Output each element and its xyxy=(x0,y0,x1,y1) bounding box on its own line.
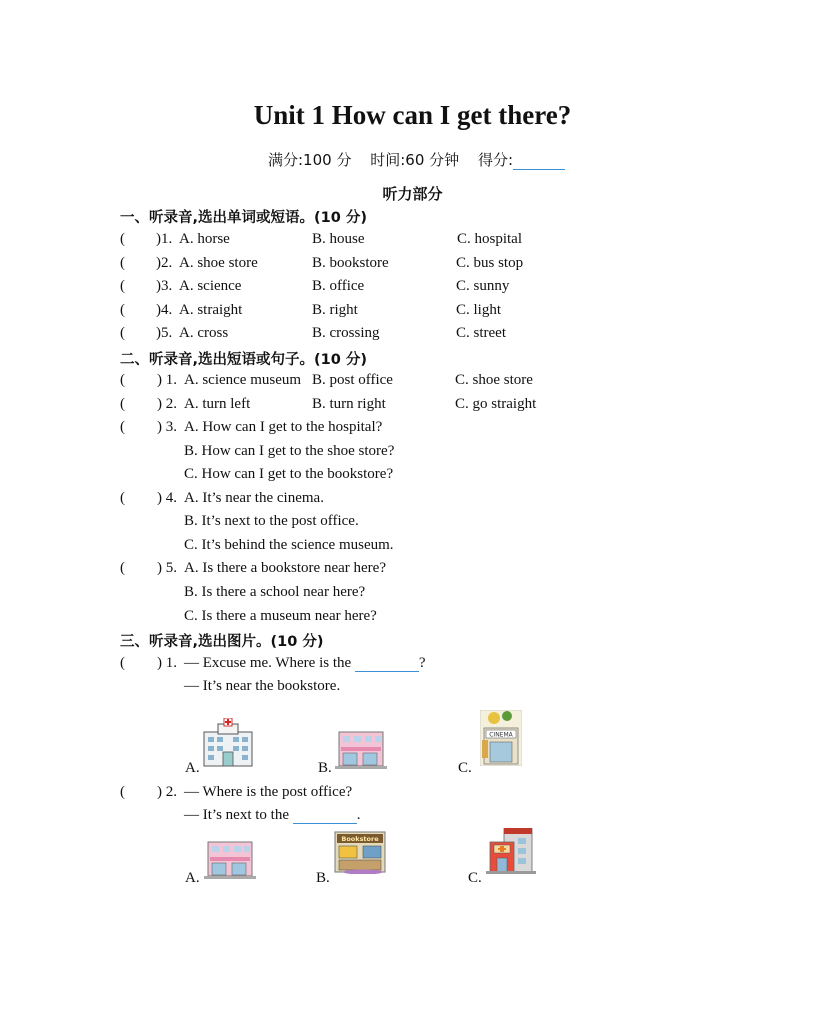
item-number: ) 2. xyxy=(157,396,177,412)
answer-paren[interactable]: ( xyxy=(120,784,125,800)
option-c: C. Is there a museum near here? xyxy=(184,608,377,624)
option-c: C. bus stop xyxy=(456,255,524,271)
option-a: A. Is there a bookstore near here? xyxy=(184,560,386,576)
option-a: A. turn left xyxy=(184,396,251,412)
option-b-label: B. xyxy=(316,870,330,886)
answer-blank[interactable] xyxy=(355,657,419,672)
option-a: A. shoe store xyxy=(179,255,258,271)
bookstore-icon xyxy=(333,830,387,874)
option-b: B. crossing xyxy=(312,325,380,341)
part-title: 听力部分 xyxy=(382,185,443,203)
item-number: )4. xyxy=(156,302,173,318)
item-number: )3. xyxy=(156,278,173,294)
option-c: C. sunny xyxy=(456,278,510,294)
option-a: A. science xyxy=(179,278,242,294)
option-b: B. bookstore xyxy=(312,255,389,271)
post-office-icon xyxy=(486,828,536,874)
cinema-icon xyxy=(480,710,522,766)
option-c: C. How can I get to the bookstore? xyxy=(184,466,394,482)
dialog-punct: . xyxy=(356,807,361,823)
option-a-label: A. xyxy=(185,870,200,886)
answer-paren[interactable]: ( xyxy=(120,396,125,412)
dialog-line xyxy=(184,655,426,672)
dialog-line: — Where is the post office? xyxy=(184,784,353,800)
item-number: ) 4. xyxy=(157,490,177,506)
answer-blank[interactable] xyxy=(293,809,357,824)
answer-paren[interactable]: ( xyxy=(120,255,125,271)
item-number: ) 3. xyxy=(157,419,177,435)
option-b: B. Is there a school near here? xyxy=(184,584,366,600)
item-number: ) 1. xyxy=(157,655,177,671)
shoe-store-icon xyxy=(204,838,256,880)
section3-heading: 三、听录音,选出图片。(10 分) xyxy=(120,634,324,650)
time-limit: 时间:60 分钟 xyxy=(370,151,460,169)
answer-paren[interactable]: ( xyxy=(120,278,125,294)
bookstore-sign: Bookstore xyxy=(341,835,379,843)
answer-paren[interactable]: ( xyxy=(120,231,125,247)
item-number: )2. xyxy=(156,255,173,271)
option-b: B. house xyxy=(312,231,365,247)
dialog-line xyxy=(184,807,361,824)
option-a: A. straight xyxy=(179,302,243,318)
dialog-text: — It’s next to the xyxy=(184,807,289,823)
option-a: A. It’s near the cinema. xyxy=(184,490,324,506)
dialog-punct: ? xyxy=(418,655,426,671)
answer-paren[interactable]: ( xyxy=(120,490,125,506)
answer-paren[interactable]: ( xyxy=(120,655,125,671)
item-number: ) 2. xyxy=(157,784,177,800)
option-c: C. shoe store xyxy=(455,372,533,388)
option-b-label: B. xyxy=(318,760,332,776)
option-b: B. turn right xyxy=(312,396,386,412)
shoe-store-icon xyxy=(335,728,387,770)
item-number: ) 5. xyxy=(157,560,177,576)
hospital-icon xyxy=(203,718,253,768)
dialog-text: — Excuse me. Where is the xyxy=(184,655,352,671)
item-number: )5. xyxy=(156,325,173,341)
option-c: C. hospital xyxy=(457,231,523,247)
option-a: A. science museum xyxy=(184,372,302,388)
option-a: A. cross xyxy=(179,325,229,341)
answer-paren[interactable]: ( xyxy=(120,560,125,576)
answer-paren[interactable]: ( xyxy=(120,419,125,435)
option-a-label: A. xyxy=(185,760,200,776)
option-b: B. office xyxy=(312,278,365,294)
cinema-sign: CINEMA xyxy=(489,731,513,739)
option-c: C. It’s behind the science museum. xyxy=(184,537,394,553)
option-b: B. It’s next to the post office. xyxy=(184,513,359,529)
option-b: B. right xyxy=(312,302,358,318)
option-c: C. street xyxy=(456,325,506,341)
answer-paren[interactable]: ( xyxy=(120,302,125,318)
answer-paren[interactable]: ( xyxy=(120,372,125,388)
page-title: Unit 1 How can I get there? xyxy=(253,100,572,130)
option-c-label: C. xyxy=(458,760,472,776)
option-b: B. post office xyxy=(312,372,393,388)
answer-paren[interactable]: ( xyxy=(120,325,125,341)
section2-heading: 二、听录音,选出短语或句子。(10 分) xyxy=(120,352,367,368)
option-b: B. How can I get to the shoe store? xyxy=(184,443,395,459)
option-c: C. light xyxy=(456,302,502,318)
score-info xyxy=(268,149,579,170)
option-c: C. go straight xyxy=(455,396,537,412)
option-a: A. horse xyxy=(179,231,230,247)
item-number: )1. xyxy=(156,231,173,247)
item-number: ) 1. xyxy=(157,372,177,388)
full-score: 满分:100 分 xyxy=(268,151,352,169)
option-c-label: C. xyxy=(468,870,482,886)
score-blank[interactable] xyxy=(513,153,565,170)
score-label: 得分: xyxy=(477,151,513,169)
option-a: A. How can I get to the hospital? xyxy=(184,419,383,435)
dialog-line: — It’s near the bookstore. xyxy=(184,678,341,694)
section1-heading: 一、听录音,选出单词或短语。(10 分) xyxy=(120,210,367,226)
